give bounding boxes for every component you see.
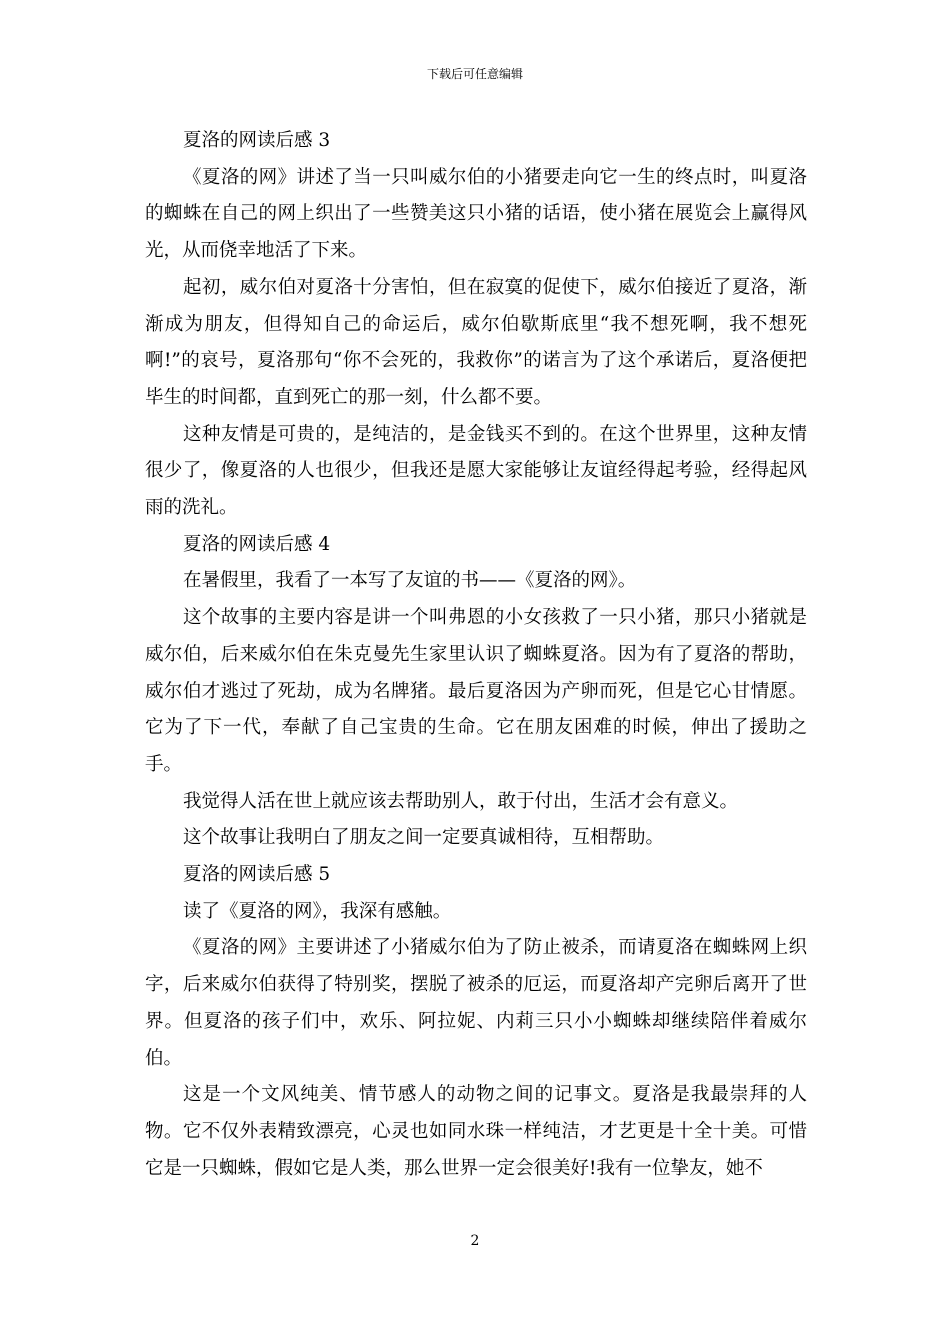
- paragraph: 读了《夏洛的网》，我深有感触。: [183, 900, 452, 922]
- paragraph: 这种友情是可贵的，是纯洁的，是金钱买不到的。在这个世界里，这种友情很少了，像夏洛的人也很少，但我还是愿大家能够让友谊经得起考验，经得起风雨的洗礼。: [145, 423, 807, 519]
- paragraph: 这个故事的主要内容是讲一个叫弗恩的小女孩救了一只小猪，那只小猪就是威尔伯，后来威尔伯在朱克曼先生家里认识了蜘蛛夏洛。因为有了夏洛的帮助，威尔伯才逃过了死劫，成为名牌猪。最后夏洛因为产卵而死，但是它心甘情愿。它为了下一代，奉献了自己宝贵的生命。它在朋友困难的时候，伸出了援助之手。: [145, 607, 807, 775]
- document-body: [145, 123, 807, 1187]
- paragraph: 这是一个文风纯美、情节感人的动物之间的记事文。夏洛是我最崇拜的人物。它不仅外表精致漂亮，心灵也如同水珠一样纯洁，才艺更是十全十美。可惜它是一只蜘蛛，假如它是人类，那么世界一定会很美好!我有一位挚友，她不: [145, 1084, 807, 1179]
- paragraph: 起初，威尔伯对夏洛十分害怕，但在寂寞的促使下，威尔伯接近了夏洛，渐渐成为朋友，但得知自己的命运后，威尔伯歇斯底里“我不想死啊，我不想死啊!”的哀号，夏洛那句“你不会死的，我救你”的诺言为了这个承诺后，夏洛便把毕生的时间都，直到死亡的那一刻，什么都不要。: [145, 276, 807, 408]
- paragraph: 在暑假里，我看了一本写了友谊的书——《夏洛的网》。: [183, 570, 637, 592]
- paragraph: 我觉得人活在世上就应该去帮助别人，敢于付出，生活才会有意义。: [183, 790, 739, 812]
- section-heading: 夏洛的网读后感 4: [183, 533, 331, 555]
- section-heading: 夏洛的网读后感 5: [183, 864, 331, 886]
- paragraph: 这个故事让我明白了朋友之间一定要真诚相待，互相帮助。: [183, 827, 665, 849]
- paragraph: 《夏洛的网》讲述了当一只叫威尔伯的小猪要走向它一生的终点时，叫夏洛的蜘蛛在自己的网上织出了一些赞美这只小猪的话语，使小猪在展览会上赢得风光，从而侥幸地活了下来。: [145, 166, 807, 262]
- page-header: 下载后可任意编辑: [426, 67, 523, 81]
- section-heading: 夏洛的网读后感 3: [183, 130, 331, 151]
- page-number: 2: [470, 1233, 480, 1249]
- paragraph: 《夏洛的网》主要讲述了小猪威尔伯为了防止被杀，而请夏洛在蜘蛛网上织字，后来威尔伯获得了特别奖，摆脱了被杀的厄运，而夏洛却产完卵后离开了世界。但夏洛的孩子们中，欢乐、阿拉妮、内莉三只小小蜘蛛却继续陪伴着威尔伯。: [145, 937, 807, 1069]
